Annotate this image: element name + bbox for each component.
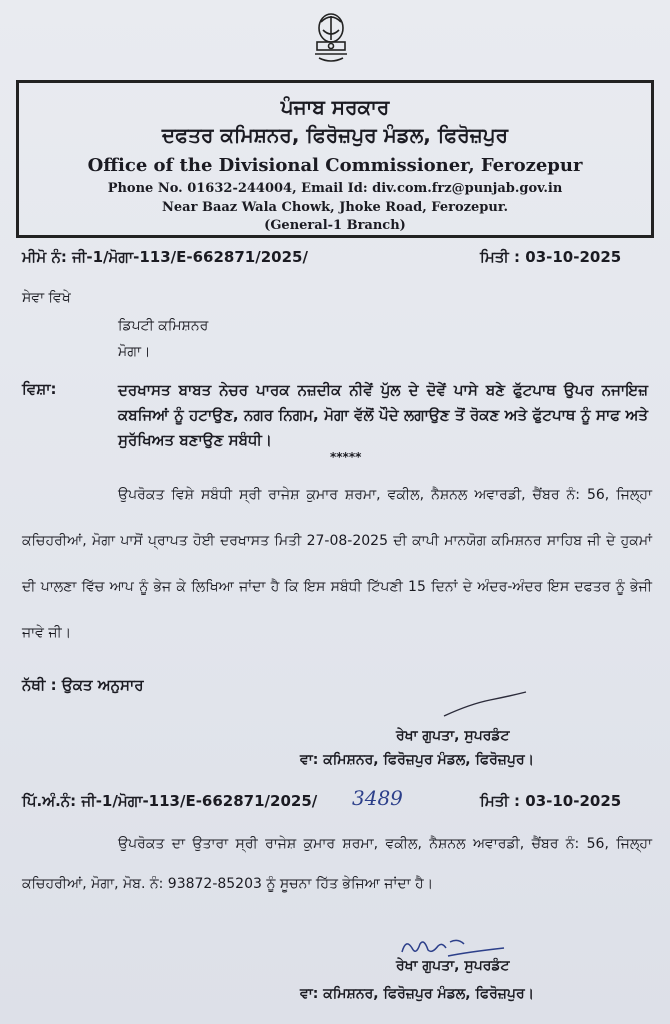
signatory-name: ਰੇਖਾ ਗੁਪਤਾ, ਸੁਪਰਡੰਟ bbox=[396, 728, 510, 744]
memo-date: ਮਿਤੀ : 03-10-2025 bbox=[480, 248, 622, 266]
recipient-label: ਸੇਵਾ ਵਿਖੇ bbox=[22, 290, 71, 306]
letterhead bbox=[16, 80, 654, 238]
enclosure-note: ਨੱਥੀ : ਉਕਤ ਅਨੁਸਾਰ bbox=[22, 676, 144, 694]
address-line: Near Baaz Wala Chowk, Jhoke Road, Ferozepur. bbox=[162, 200, 508, 215]
subject-separator: ***** bbox=[330, 450, 362, 464]
office-name-english: Office of the Divisional Commissioner, Ferozepur bbox=[87, 155, 583, 176]
body-paragraph: ਉਪਰੋਕਤ ਵਿਸ਼ੇ ਸਬੰਧੀ ਸ੍ਰੀ ਰਾਜੇਸ਼ ਕੁਮਾਰ ਸ਼ਰਮਾ, ਵਕੀਲ, ਨੈਸ਼ਨਲ ਅਵਾਰਡੀ, ਚੈਂਬਰ ਨੰ: 56, ਜਿਲ੍ਹਾ ਕਚਿਹਰੀਆਂ, ਮੋਗਾ ਪਾਸੋਂ ਪ੍ਰਾਪਤ ਹੋਈ ਦਰਖਾਸਤ ਮਿਤੀ 27-08-2025 ਦੀ ਕਾਪੀ ਮਾਨਯੋਗ ਕਮਿਸ਼ਨਰ ਸਾਹਿਬ ਜੀ ਦੇ ਹੁਕਮਾਂ ਦੀ ਪਾਲਣਾ ਵਿੱਚ ਆਪ ਨੂੰ ਭੇਜ ਕੇ ਲਿਖਿਆ ਜਾਂਦਾ ਹੈ ਕਿ ਇਸ ਸਬੰਧੀ ਟਿੱਪਣੀ 15 ਦਿਨਾਂ ਦੇ ਅੰਦਰ-ਅੰਦਰ ਇਸ ਦਫਤਰ ਨੂੰ ਭੇਜੀ ਜਾਵੇ ਜੀ। bbox=[22, 487, 652, 641]
recipient-location: ਮੋਗਾ। bbox=[118, 344, 151, 360]
subject-label: ਵਿਸ਼ਾ: bbox=[22, 380, 57, 398]
recipient-designation: ਡਿਪਟੀ ਕਮਿਸ਼ਨਰ bbox=[118, 318, 209, 334]
branch-line: (General-1 Branch) bbox=[264, 218, 406, 233]
govt-name: ਪੰਜਾਬ ਸਰਕਾਰ bbox=[280, 95, 390, 119]
state-emblem-icon bbox=[305, 8, 357, 68]
handwritten-dispatch-number: 3489 bbox=[352, 786, 403, 810]
signatory-name: ਰੇਖਾ ਗੁਪਤਾ, ਸੁਪਰਡੰਟ bbox=[396, 958, 510, 974]
contact-line: Phone No. 01632-244004, Email Id: div.com.frz@punjab.gov.in bbox=[107, 181, 563, 196]
memo-number: ਮੀਮੋ ਨੰ: ਜੀ-1/ਮੋਗਾ-113/E-662871/2025/ bbox=[22, 248, 308, 266]
signature-icon bbox=[440, 690, 530, 720]
copy-endorsement-number: ਪਿੱ.ਅੰ.ਨੰ: ਜੀ-1/ਮੋਗਾ-113/E-662871/2025/ bbox=[22, 792, 318, 810]
signatory-title: ਵਾ: ਕਮਿਸ਼ਨਰ, ਫਿਰੋਜ਼ਪੁਰ ਮੰਡਲ, ਫਿਰੋਜ਼ਪੁਰ। bbox=[300, 986, 535, 1002]
subject-text: ਦਰਖਾਸਤ ਬਾਬਤ ਨੇਚਰ ਪਾਰਕ ਨਜ਼ਦੀਕ ਨੀਵੇਂ ਪੁੱਲ ਦੇ ਦੋਵੇਂ ਪਾਸੇ ਬਣੇ ਫੁੱਟਪਾਥ ਉਪਰ ਨਜਾਇਜ਼ ਕਬਜਿਆਂ ਨੂੰ ਹਟਾਉਣ, ਨਗਰ ਨਿਗਮ, ਮੋਗਾ ਵੱਲੋਂ ਪੌਦੇ ਲਗਾਉਣ ਤੋਂ ਰੋਕਣ ਅਤੇ ਫੁੱਟਪਾਥ ਨੂੰ ਸਾਫ ਅਤੇ ਸੁਰੱਖਿਅਤ ਬਣਾਉਣ ਸਬੰਧੀ। bbox=[118, 381, 648, 449]
office-name-punjabi: ਦਫਤਰ ਕਮਿਸ਼ਨਰ, ਫਿਰੋਜ਼ਪੁਰ ਮੰਡਲ, ਫਿਰੋਜ਼ਪੁਰ bbox=[161, 123, 509, 147]
copy-date: ਮਿਤੀ : 03-10-2025 bbox=[480, 792, 622, 810]
copy-paragraph: ਉਪਰੋਕਤ ਦਾ ਉਤਾਰਾ ਸ੍ਰੀ ਰਾਜੇਸ਼ ਕੁਮਾਰ ਸ਼ਰਮਾ, ਵਕੀਲ, ਨੈਸ਼ਨਲ ਅਵਾਰਡੀ, ਚੈਂਬਰ ਨੰ: 56, ਜਿਲ੍ਹਾ ਕਚਿਹਰੀਆਂ, ਮੋਗਾ, ਮੋਬ. ਨੰ: 93872-85203 ਨੂੰ ਸੂਚਨਾ ਹਿੱਤ ਭੇਜਿਆ ਜਾਂਦਾ ਹੈ। bbox=[22, 836, 652, 892]
signatory-title: ਵਾ: ਕਮਿਸ਼ਨਰ, ਫਿਰੋਜ਼ਪੁਰ ਮੰਡਲ, ਫਿਰੋਜ਼ਪੁਰ। bbox=[300, 752, 535, 768]
